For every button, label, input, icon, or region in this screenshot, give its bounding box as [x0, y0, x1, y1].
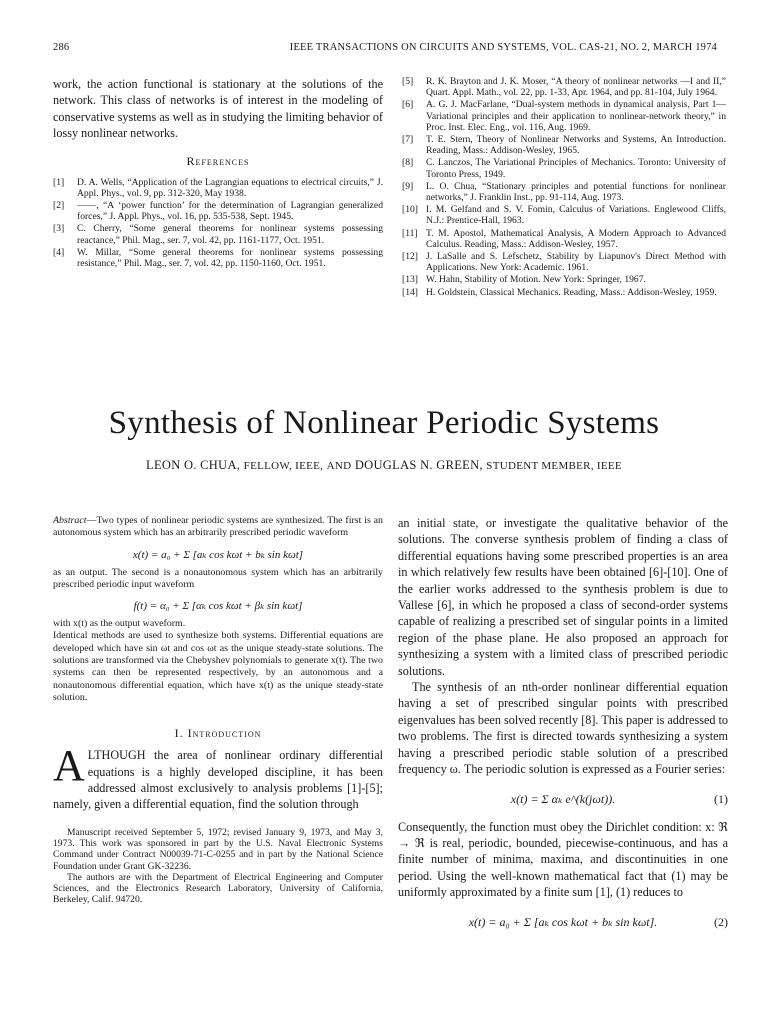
right-paragraph-1: an initial state, or investigate the qualitative behavior of the solutions. The converse synthesis problem of finding a class of differential equations having some prescribed properties is an area in which relatively few results have been obtained [6]-[10]. One of the earlier works addressed to the synthesis problem is due to Vallese [6], in which he proposed a class of second-order systems capable of realizing a prescribed set of singular points in a limited region of the phase plane. He also proposed an approach for synthesizing a system with a limited class of prescribed periodic solutions. — [398, 516, 728, 678]
footnote-affiliation: The authors are with the Department of Electrical Engineering and Computer Sciences, and the Electronics Research Laboratory, University of California, Berkeley, Calif. 94720. — [53, 871, 383, 906]
abstract-equation-1: x(t) = a₀ + Σ [aₖ cos kωt + bₖ sin kωt] — [132, 548, 304, 561]
running-head: IEEE TRANSACTIONS ON CIRCUITS AND SYSTEMS, VOL. CAS-21, NO. 2, MARCH 1974 — [289, 42, 717, 53]
footnote-received: Manuscript received September 5, 1972; revised January 9, 1973, and May 3, 1973. This work was sponsored in part by the U.S. Naval Electronic Systems Command under Contract N00039-71-C-0255 and in part by the National Science Foundation under Grant GK-32236. — [53, 826, 383, 872]
article-right-column — [398, 515, 728, 930]
abstract-text-1: —Two types of nonlinear periodic systems are synthesized. The first is an autonomous system which has an arbitrarily prescribed periodic waveform — [53, 515, 383, 539]
equation-2: x(t) = a₀ + Σ [aₖ cos kωt + bₖ sin kωt]. (2) — [468, 914, 728, 929]
drop-cap: A — [53, 741, 85, 791]
references-list-right — [402, 76, 726, 299]
reference-item: [1] D. A. Wells, “Application of the Lagrangian equations to electrical circuits,” J. Appl. Phys., vol. 9, pp. 312-320, May 1938. — [53, 176, 383, 199]
abstract-text-3: with x(t) as the output waveform. — [53, 618, 186, 630]
reference-item: [9] L. O. Chua, “Stationary principles and potential functions for nonlinear networks,” J. Franklin Inst., pp. 91-114, Aug. 1973. — [402, 180, 726, 204]
reference-item: [10] I. M. Gelfand and S. V. Fomin, Calculus of Variations. Englewood Cliffs, N.J.: Prentice-Hall, 1963. — [402, 204, 726, 227]
equation-1-number: (1) — [714, 791, 728, 806]
references-list-left — [53, 177, 383, 270]
section-heading-introduction: I. Introduction — [174, 726, 262, 741]
author-line — [0, 458, 768, 473]
reference-item: [8] C. Lanczos, The Variational Principles of Mechanics. Toronto: University of Toronto Press, 1949. — [402, 157, 726, 180]
right-paragraph-2: The synthesis of an nth-order nonlinear differential equation having a set of prescribed singular points with prescribed eigenvalues has been solved recently [8]. This paper is addressed to two problems. The first is directed towards synthesizing a system having a prescribed periodic stable solution of a prescribed frequency ω. The periodic solution is expressed as a Fourier series: — [398, 680, 728, 777]
reference-item: [11] T. M. Apostol, Mathematical Analysis, A Modern Approach to Advanced Calculus. Reading, Mass.: Addison-Wesley, 1957. — [402, 227, 726, 250]
article-left-column — [53, 515, 383, 905]
intro-paragraph: ALTHOUGH the area of nonlinear ordinary differential equations is a highly developed discipline, it has been addressed almost exclusively to analysis problems [1]-[5]; namely, given a differential equation, find the solution through — [53, 741, 383, 812]
reference-item: [2] ——, “A ‘power function’ for the determination of Lagrangian generalized forces,” J. Appl. Phys., vol. 16, pp. 535-538, Sept. 1945. — [53, 200, 383, 223]
reference-item: [13] W. Hahn, Stability of Motion. New York: Springer, 1967. — [402, 274, 646, 286]
abstract-equation-2: f(t) = α₀ + Σ [αₖ cos kωt + βₖ sin kωt] — [133, 600, 303, 613]
reference-item: [4] W. Millar, “Some general theorems for nonlinear systems possessing resistance,” Phil. Mag., ser. 7, vol. 42, pp. 1150-1160, Oct. 1951. — [53, 246, 383, 270]
page-number: 286 — [53, 42, 70, 53]
equation-1: x(t) = Σ αₖ e^(k(jωt)). (1) — [510, 791, 728, 806]
closing-paragraph: work, the action functional is stationary at the solutions of the network. This class of networks is of interest in the modeling of conservative systems as well as in studying the limiting behavior of lossy nonlinear networks. — [53, 77, 383, 141]
abstract-intro — [53, 515, 383, 540]
author-1: LEON O. CHUA, — [146, 458, 241, 472]
reference-item: [6] A. G. J. MacFarlane, “Dual-system methods in dynamical analysis, Part 1—Variational principles and their application to nonlinear-network theory,” in Proc. Inst. Elec. Eng., vol. 116, Aug. 1969. — [402, 99, 726, 133]
abstract-text-4: Identical methods are used to synthesize both systems. Differential equations are developed which have sin ωt and cos ωt as the unique steady-state solutions. The solutions are transformed via the Chebyshev polynomials to generate x(t). The two systems can then be represented respectively, by an autonomous and a nonautonomous differential equation, which have x(t) as the unique steady-state solution. — [53, 630, 383, 703]
right-paragraph-3: Consequently, the function must obey the Dirichlet condition: x: ℜ → ℜ is real, periodic, bounded, piecewise-continuous, and has a finite number of minima, maxima, and discontinuities in one period. Using the well-known mathematical fact that (1) may be uniformly approximated by a finite sum [1], (1) reduces to — [398, 819, 728, 900]
reference-item: [3] C. Cherry, “Some general theorems for nonlinear systems possessing reactance,” Phil. Mag., ser. 7, vol. 42, pp. 1161-1177, Oct. 1951. — [53, 223, 383, 246]
author-2: DOUGLAS N. GREEN, — [354, 458, 483, 472]
author-conjunction: AND — [326, 460, 352, 472]
author-2-grade: STUDENT MEMBER, IEEE — [486, 460, 622, 472]
reference-item: [14] H. Goldstein, Classical Mechanics. Reading, Mass.: Addison-Wesley, 1959. — [402, 286, 717, 298]
footnotes — [53, 827, 383, 905]
abstract-label: Abstract — [53, 515, 87, 526]
abstract-text-2: as an output. The second is a nonautonomous system which has an arbitrarily prescribed periodic input waveform — [53, 566, 383, 590]
reference-item: [5] R. K. Brayton and J. K. Moser, “A theory of nonlinear networks —I and II,” Quart. Appl. Math., vol. 22, pp. 1-33, Apr. 1964, and pp. 81-104, July 1964. — [402, 76, 726, 99]
reference-item: [12] J. LaSalle and S. Lefschetz, Stability by Liapunov's Direct Method with Applications. New York: Academic. 1961. — [402, 251, 726, 274]
references-heading: References — [186, 153, 250, 168]
reference-item: [7] T. E. Stern, Theory of Nonlinear Networks and Systems, An Introduction. Reading, Mass.: Addison-Wesley, 1965. — [402, 134, 726, 157]
prev-article-left-column — [53, 76, 383, 270]
article-title: Synthesis of Nonlinear Periodic Systems — [108, 405, 660, 441]
equation-2-number: (2) — [714, 914, 728, 929]
author-1-grade: FELLOW, IEEE, — [243, 460, 324, 472]
